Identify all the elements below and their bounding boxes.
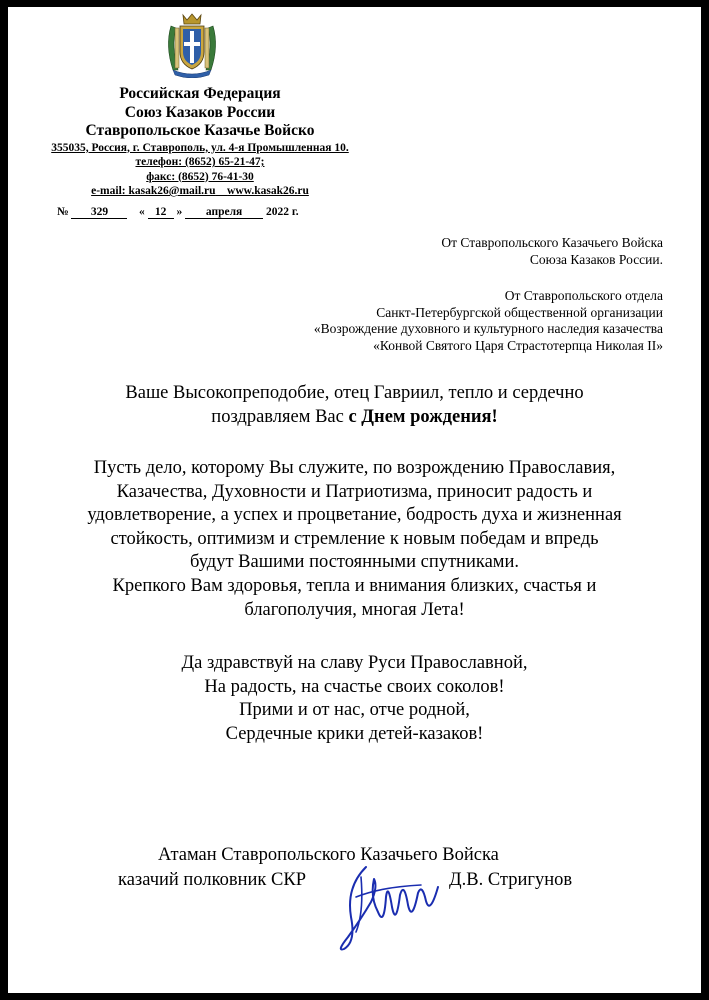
greeting-line xyxy=(38,406,671,430)
doc-day: 12 xyxy=(148,206,174,219)
from-line: «Возрождение духовного и культурного наследия казачества xyxy=(313,321,663,336)
fax: факс: (8652) 76-41-30 xyxy=(146,170,254,183)
poem-line: Прими и от нас, отче родной, xyxy=(239,700,470,720)
website: www.kasak26.ru xyxy=(227,185,309,197)
greeting-bold: с Днем рождения! xyxy=(348,406,498,427)
greeting xyxy=(38,382,671,429)
from-line: От Ставропольского отдела xyxy=(504,288,663,303)
from-block-department xyxy=(314,288,663,354)
coat-of-arms-icon xyxy=(163,12,221,78)
wish-line: будут Вашими постоянными спутниками. xyxy=(189,552,520,572)
email-website xyxy=(30,184,370,199)
greeting-line: Ваше Высокопреподобие, отец Гавриил, тепло и сердечно xyxy=(125,383,584,403)
wish-line: удовлетворение, а успех и процветание, бодрость духа и жизненная xyxy=(87,505,622,525)
phone: телефон: (8652) 65-21-47; xyxy=(135,156,265,168)
from-line: Союза Казаков России. xyxy=(529,251,663,267)
from-block-host xyxy=(441,235,663,268)
signatory-title: Атаман Ставропольского Казачьего Войска xyxy=(158,845,499,865)
address: 355035, Россия, г. Ставрополь, ул. 4-я Промышленная 10. xyxy=(51,141,349,154)
wish-line: стойкость, оптимизм и стремление к новым победам и впредь xyxy=(110,528,599,549)
signatory-name: Д.В. Стригунов xyxy=(449,870,573,890)
letter-page xyxy=(8,7,701,993)
doc-number: 329 xyxy=(71,206,127,219)
poem-line: На радость, на счастье своих соколов! xyxy=(204,676,505,697)
health-wishes xyxy=(38,575,671,622)
doc-year: 2022 г. xyxy=(265,206,299,218)
poem-line: Да здравствуй на славу Руси Православной, xyxy=(181,653,528,673)
doc-month: апреля xyxy=(185,206,263,219)
wishes-paragraph xyxy=(38,457,671,575)
from-line: Санкт-Петербургской общественной организации xyxy=(376,304,663,320)
registration-line xyxy=(57,206,299,219)
day-open: « xyxy=(138,206,145,218)
greeting-prefix: поздравляем Вас xyxy=(211,406,349,427)
wish-line: Крепкого Вам здоровья, тепла и внимания близких, счастья и xyxy=(112,576,597,596)
signatory-rank: казачий полковник СКР xyxy=(118,870,306,890)
org-line-federation: Российская Федерация xyxy=(119,85,281,102)
from-line: От Ставропольского Казачьего Войска xyxy=(441,235,663,250)
wish-line: Пусть дело, которому Вы служите, по возрождению Православия, xyxy=(93,458,616,478)
wish-line: благополучия, многая Лета! xyxy=(244,599,465,620)
org-line-host: Ставропольское Казачье Войско xyxy=(85,122,315,139)
org-line-union: Союз Казаков России xyxy=(124,103,276,121)
poem xyxy=(38,652,671,746)
number-prefix: № xyxy=(57,206,69,218)
from-line: «Конвой Святого Царя Страстотерпца Николая II» xyxy=(373,337,663,353)
email: e-mail: kasak26@mail.ru xyxy=(91,185,216,197)
wish-line: Казачества, Духовности и Патриотизма, приносит радость и xyxy=(116,481,593,502)
poem-line: Сердечные крики детей-казаков! xyxy=(225,723,484,744)
day-close: » xyxy=(176,206,183,218)
handwritten-signature-icon xyxy=(326,857,446,957)
